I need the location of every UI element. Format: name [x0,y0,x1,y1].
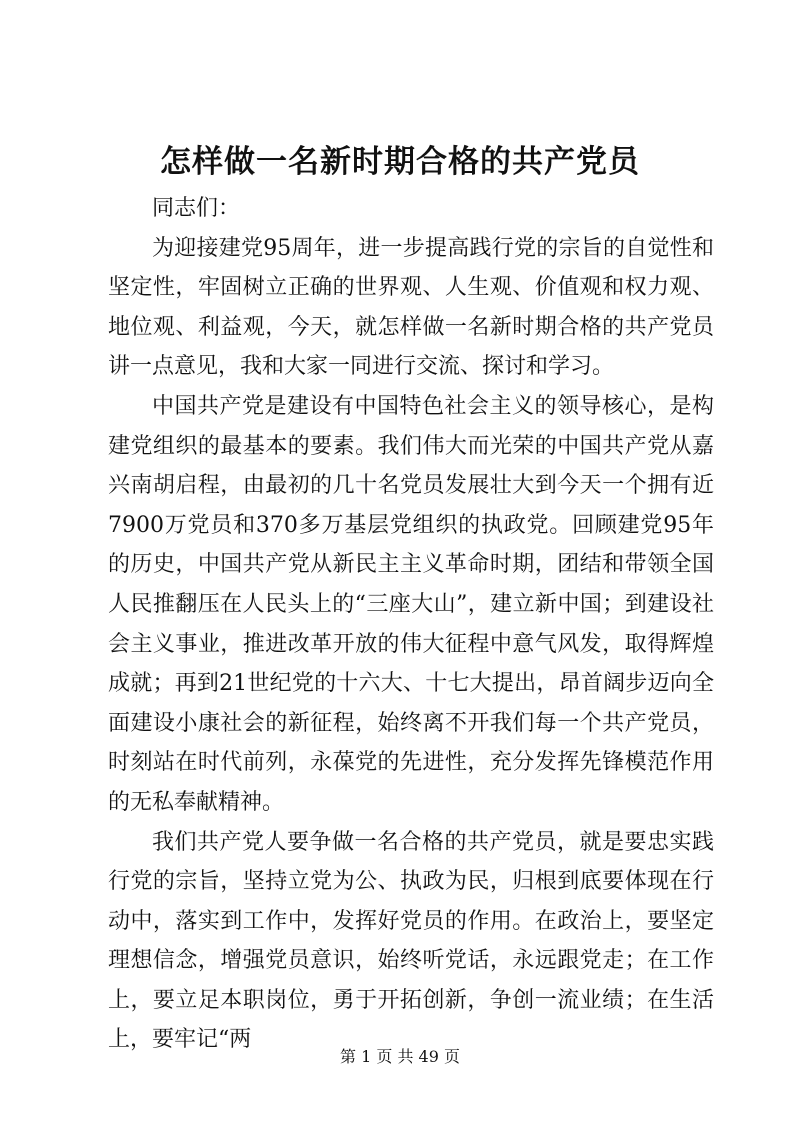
salutation: 同志们： [152,196,241,221]
document-title: 怎样做一名新时期合格的共产党员 [160,144,640,180]
document-body [108,189,714,1060]
paragraph-1: 为迎接建党95周年，进一步提高践行党的宗旨的自觉性和坚定性，牢固树立正确的世界观、人生观、价值观和权力观、地位观、利益观，今天，就怎样做一名新时期合格的共产党员讲一点意见，我和大家一同进行交流、探讨和学习。 [108,235,714,380]
paragraph-3: 我们共产党人要争做一名合格的共产党员，就是要忠实践行党的宗旨，坚持立党为公、执政为民，归根到底要体现在行动中，落实到工作中，发挥好党员的作用。在政治上，要坚定理想信念，增强党员意识，始终听党话，永远跟党走；在工作上，要立足本职岗位，勇于开拓创新，争创一流业绩；在生活上，要牢记“两 [108,829,714,1053]
page-footer: 第 1 页 共 49 页 [340,1047,460,1066]
paragraph-2: 中国共产党是建设有中国特色社会主义的领导核心，是构建党组织的最基本的要素。我们伟大而光荣的中国共产党从嘉兴南胡启程，由最初的几十名党员发展壮大到今天一个拥有近7900万党员和370多万基层党组织的执政党。回顾建党95年的历史，中国共产党从新民主主义革命时期，团结和带领全国人民推翻压在人民头上的“三座大山”，建立新中国；到建设社会主义事业，推进改革开放的伟大征程中意气风发，取得辉煌成就；再到21世纪党的十六大、十七大提出，昂首阔步迈向全面建设小康社会的新征程，始终离不开我们每一个共产党员，时刻站在时代前列，永葆党的先进性，充分发挥先锋模范作用的无私奉献精神。 [108,393,714,815]
